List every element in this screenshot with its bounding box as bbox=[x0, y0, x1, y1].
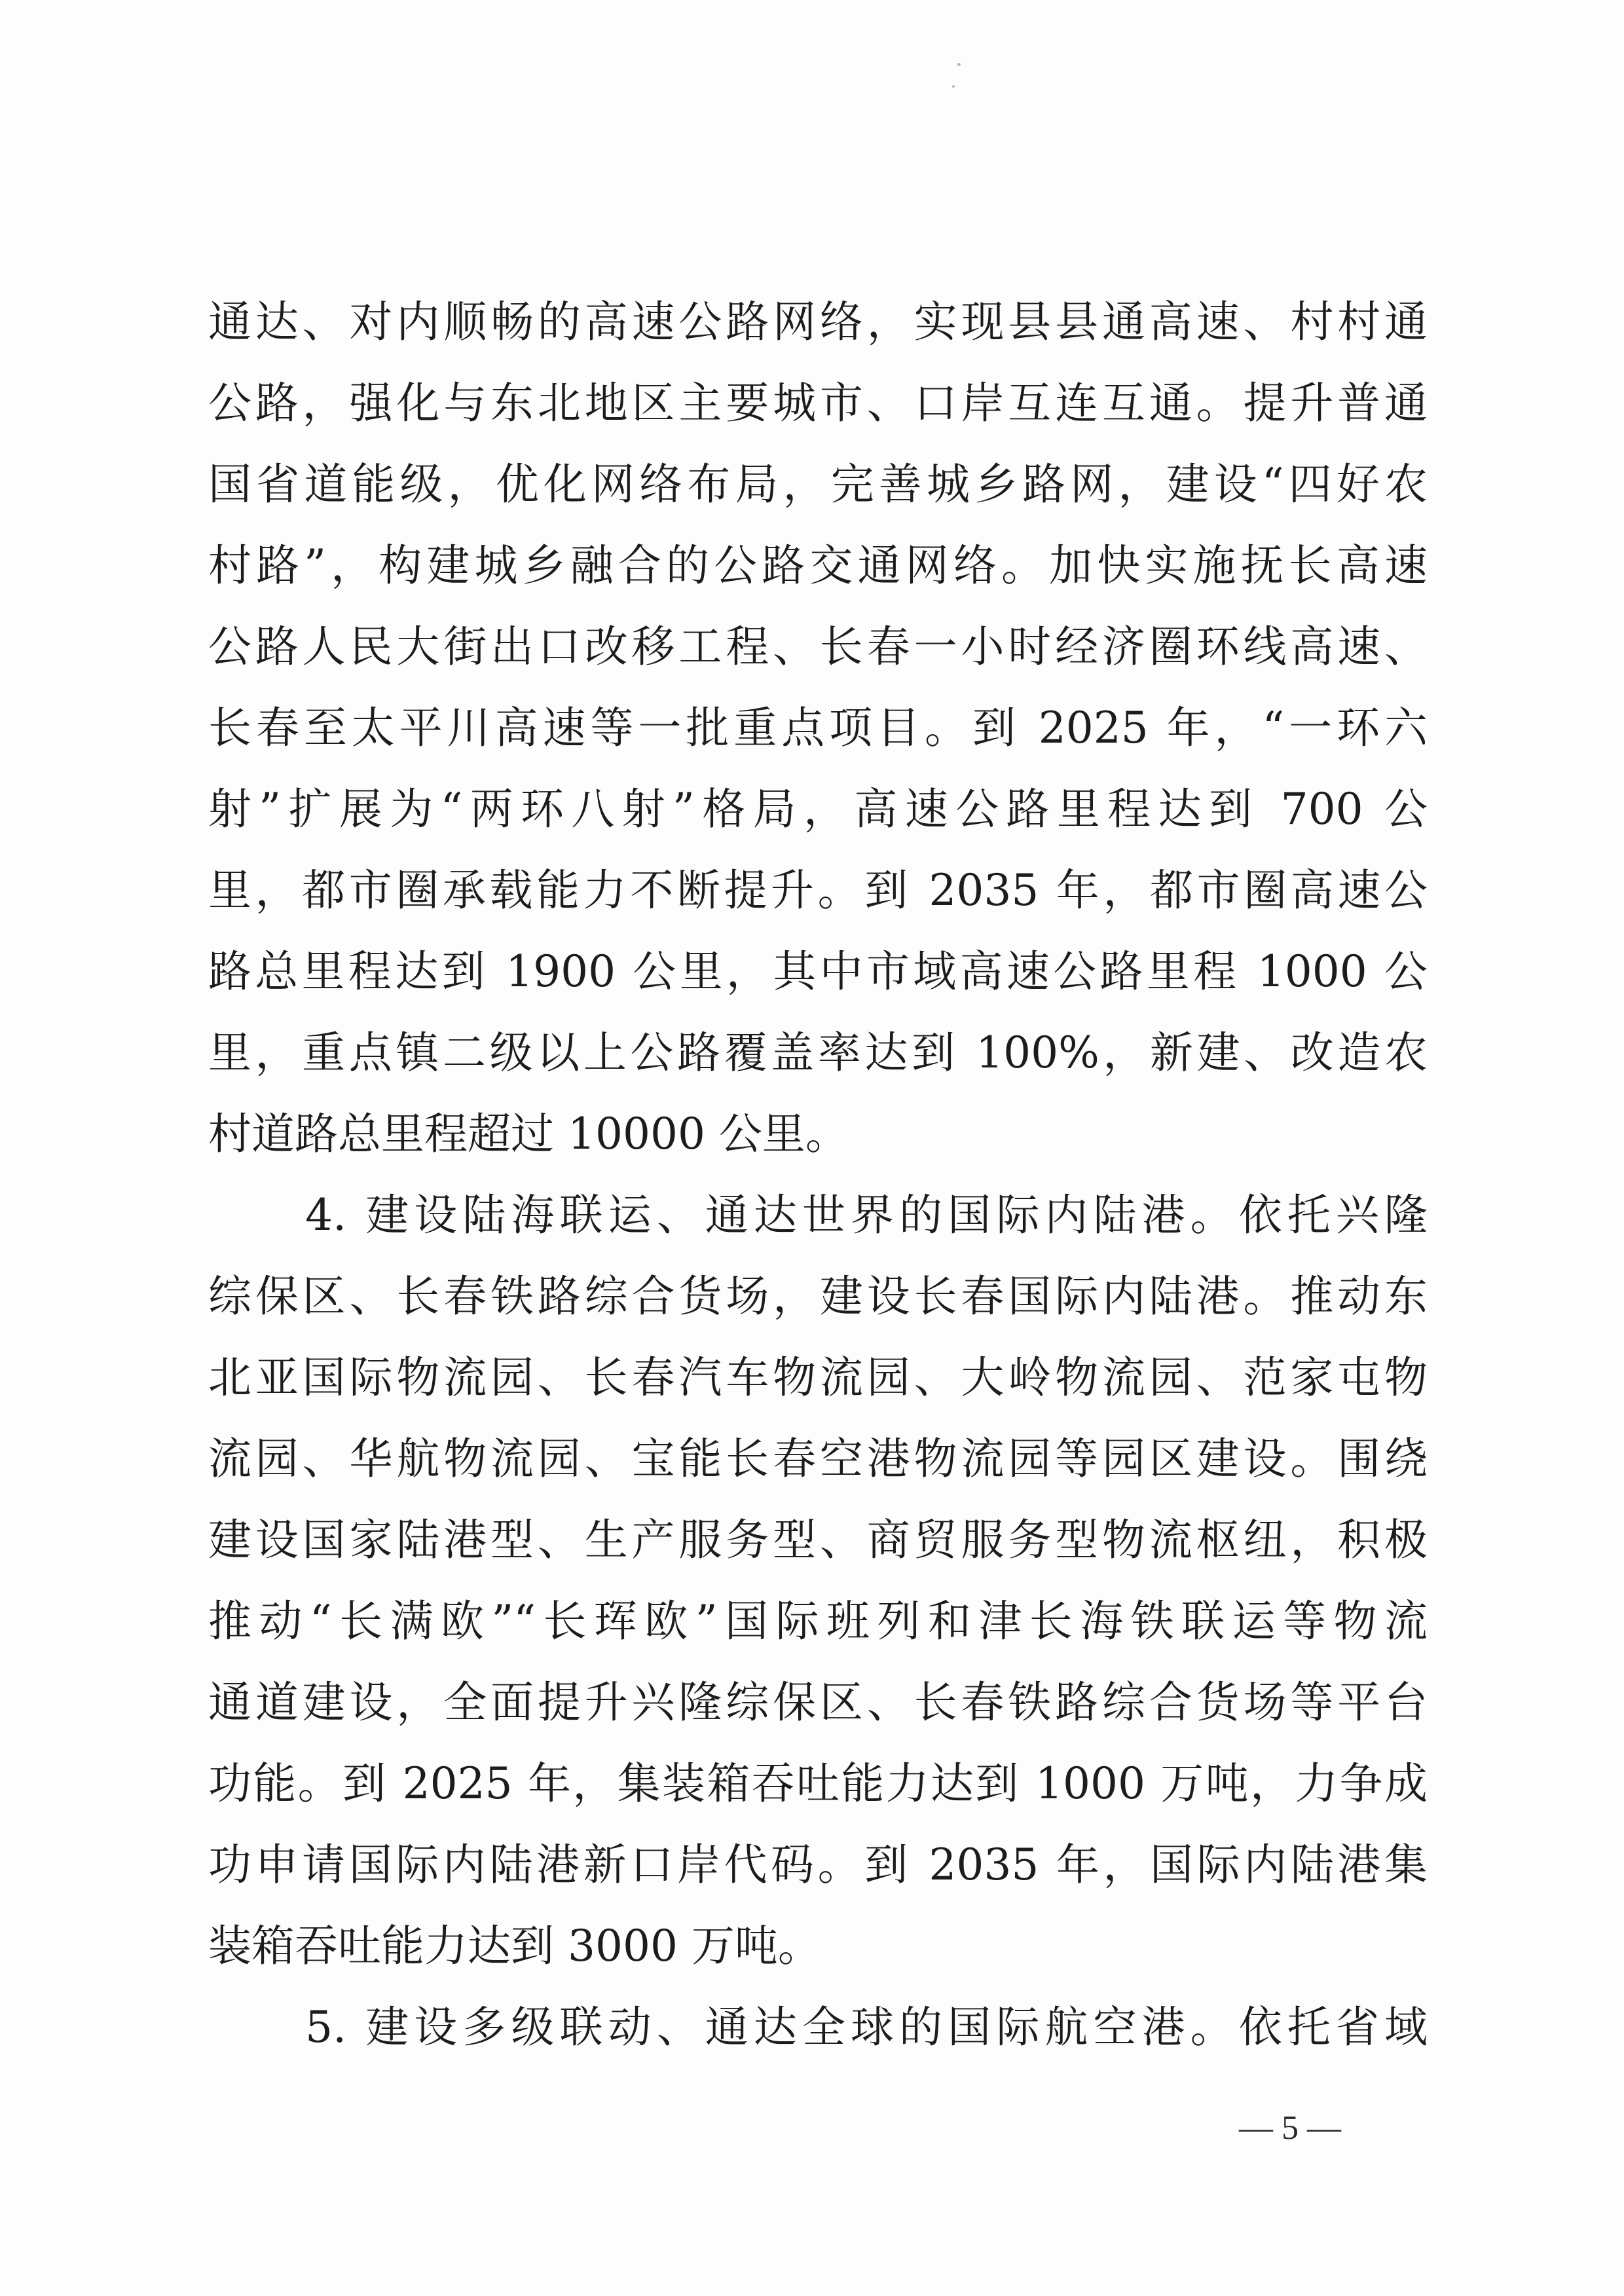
scan-speck bbox=[952, 85, 955, 88]
text-line: 射”扩展为“两环八射”格局，高速公路里程达到 700 公 bbox=[208, 784, 1428, 834]
text-line: 村路”，构建城乡融合的公路交通网络。加快实施抚长高速 bbox=[208, 540, 1428, 591]
text-line: 通达、对内顺畅的高速公路网络，实现县县通高速、村村通 bbox=[208, 297, 1428, 347]
text-line: 里，重点镇二级以上公路覆盖率达到 100%，新建、改造农 bbox=[208, 1028, 1428, 1078]
text-line: 流园、华航物流园、宝能长春空港物流园等园区建设。围绕 bbox=[208, 1434, 1428, 1484]
text-line: 综保区、长春铁路综合货场，建设长春国际内陆港。推动东 bbox=[208, 1271, 1428, 1322]
text-line: 长春至太平川高速等一批重点项目。到 2025 年，“一环六 bbox=[208, 703, 1428, 753]
body-text bbox=[208, 282, 1428, 2068]
page-number: — 5 — bbox=[1239, 2109, 1341, 2147]
scan-speck bbox=[957, 63, 961, 66]
text-line: 功能。到 2025 年，集装箱吞吐能力达到 1000 万吨，力争成 bbox=[208, 1758, 1428, 1809]
text-line: 4. 建设陆海联运、通达世界的国际内陆港。依托兴隆 bbox=[208, 1190, 1428, 1240]
text-line: 村道路总里程超过 10000 公里。 bbox=[208, 1109, 849, 1159]
text-line: 装箱吞吐能力达到 3000 万吨。 bbox=[208, 1921, 821, 1971]
text-line: 推动“长满欧”“长珲欧”国际班列和津长海铁联运等物流 bbox=[208, 1596, 1428, 1646]
text-line: 通道建设，全面提升兴隆综保区、长春铁路综合货场等平台 bbox=[208, 1677, 1428, 1728]
text-line: 功申请国际内陆港新口岸代码。到 2035 年，国际内陆港集 bbox=[208, 1840, 1428, 1890]
text-line: 公路人民大街出口改移工程、长春一小时经济圈环线高速、 bbox=[208, 621, 1428, 672]
text-line: 5. 建设多级联动、通达全球的国际航空港。依托省域 bbox=[208, 2002, 1428, 2052]
text-line: 公路，强化与东北地区主要城市、口岸互连互通。提升普通 bbox=[208, 378, 1428, 428]
text-line: 里，都市圈承载能力不断提升。到 2035 年，都市圈高速公 bbox=[208, 865, 1428, 916]
text-line: 建设国家陆港型、生产服务型、商贸服务型物流枢纽，积极 bbox=[208, 1515, 1428, 1565]
text-line: 北亚国际物流园、长春汽车物流园、大岭物流园、范家屯物 bbox=[208, 1352, 1428, 1403]
text-line: 路总里程达到 1900 公里，其中市域高速公路里程 1000 公 bbox=[208, 946, 1428, 997]
text-line: 国省道能级，优化网络布局，完善城乡路网，建设“四好农 bbox=[208, 459, 1428, 509]
